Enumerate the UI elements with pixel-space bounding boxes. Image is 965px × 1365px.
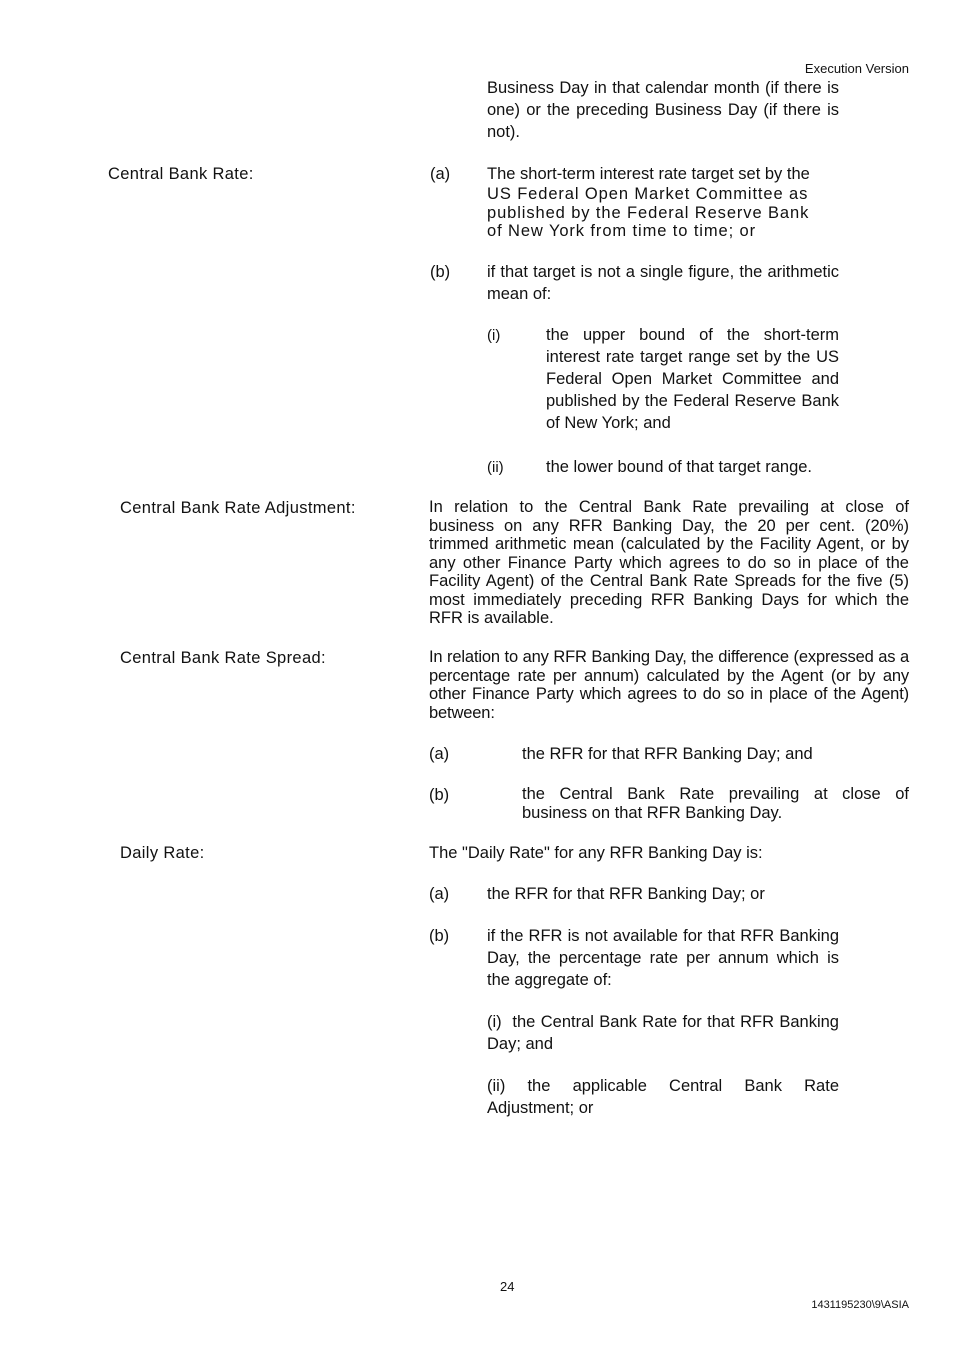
definition-term-central-bank-rate-spread: Central Bank Rate Spread: (120, 649, 326, 667)
central-bank-rate-spread-text: In relation to any RFR Banking Day, the difference (expressed as a percentage rate per annum) calculated by the Agent (or by any other Finance Party which agrees to do so in place of the Agent) between: (429, 648, 909, 722)
document-version-label: Execution Version (804, 61, 909, 76)
central-bank-rate-clause-a: The short-term interest rate target set by the US Federal Open Market Committee as published by the Federal Reserve Bank of New York from time to time; or (487, 165, 810, 240)
central-bank-rate-sub-clause-i: the upper bound of the short-term interest rate target range set by the US Federal Open Market Committee and published by the Federal Reserve Bank of New York; and (546, 326, 839, 432)
clause-label-a: (a) (430, 165, 451, 183)
document-reference: 1431195230\9\ASIA (811, 1299, 909, 1311)
spread-clause-b: the Central Bank Rate prevailing at close of business on that RFR Banking Day. (522, 785, 909, 822)
page-number: 24 (500, 1279, 515, 1294)
daily-rate-sub-clause-i: (i) the Central Bank Rate for that RFR Banking Day; and (487, 1013, 844, 1053)
definition-term-central-bank-rate-adjustment: Central Bank Rate Adjustment: (120, 499, 356, 517)
definition-term-central-bank-rate: Central Bank Rate: (108, 165, 254, 183)
sub-clause-label-i: (i) (487, 327, 501, 344)
continuation-paragraph: Business Day in that calendar month (if there is one) or the preceding Business Day (if there is not). (487, 79, 839, 141)
definition-term-daily-rate: Daily Rate: (120, 844, 205, 862)
clause-label-b: (b) (430, 263, 451, 281)
central-bank-rate-adjustment-text: In relation to the Central Bank Rate prevailing at close of business on any RFR Banking Day, the 20 per cent. (20%) trimmed arithmetic mean (calculated by the Facility Agent, or by any other Finance Party which agrees to do so in place of the Facility Agent) of the Central Bank Rate Spreads for the five (5) most immediately preceding RFR Banking Days for which the RFR is available. (429, 498, 909, 627)
spread-clause-a: the RFR for that RFR Banking Day; and (522, 745, 813, 763)
sub-clause-label-ii: (ii) (487, 459, 504, 476)
spread-clause-label-a: (a) (429, 745, 450, 763)
daily-rate-clause-a: the RFR for that RFR Banking Day; or (487, 885, 765, 903)
spread-clause-label-b: (b) (429, 786, 450, 804)
central-bank-rate-sub-clause-ii: the lower bound of that target range. (546, 458, 813, 476)
daily-rate-clause-b: if the RFR is not available for that RFR Banking Day, the percentage rate per annum which is the aggregate of: (487, 927, 839, 989)
daily-rate-text: The "Daily Rate" for any RFR Banking Day is: (429, 844, 763, 862)
central-bank-rate-clause-b: if that target is not a single figure, the arithmetic mean of: (487, 263, 839, 303)
daily-rate-sub-clause-ii: (ii) the applicable Central Bank Rate Adjustment; or (487, 1077, 843, 1117)
daily-rate-clause-label-a: (a) (429, 885, 450, 903)
daily-rate-clause-label-b: (b) (429, 927, 450, 945)
